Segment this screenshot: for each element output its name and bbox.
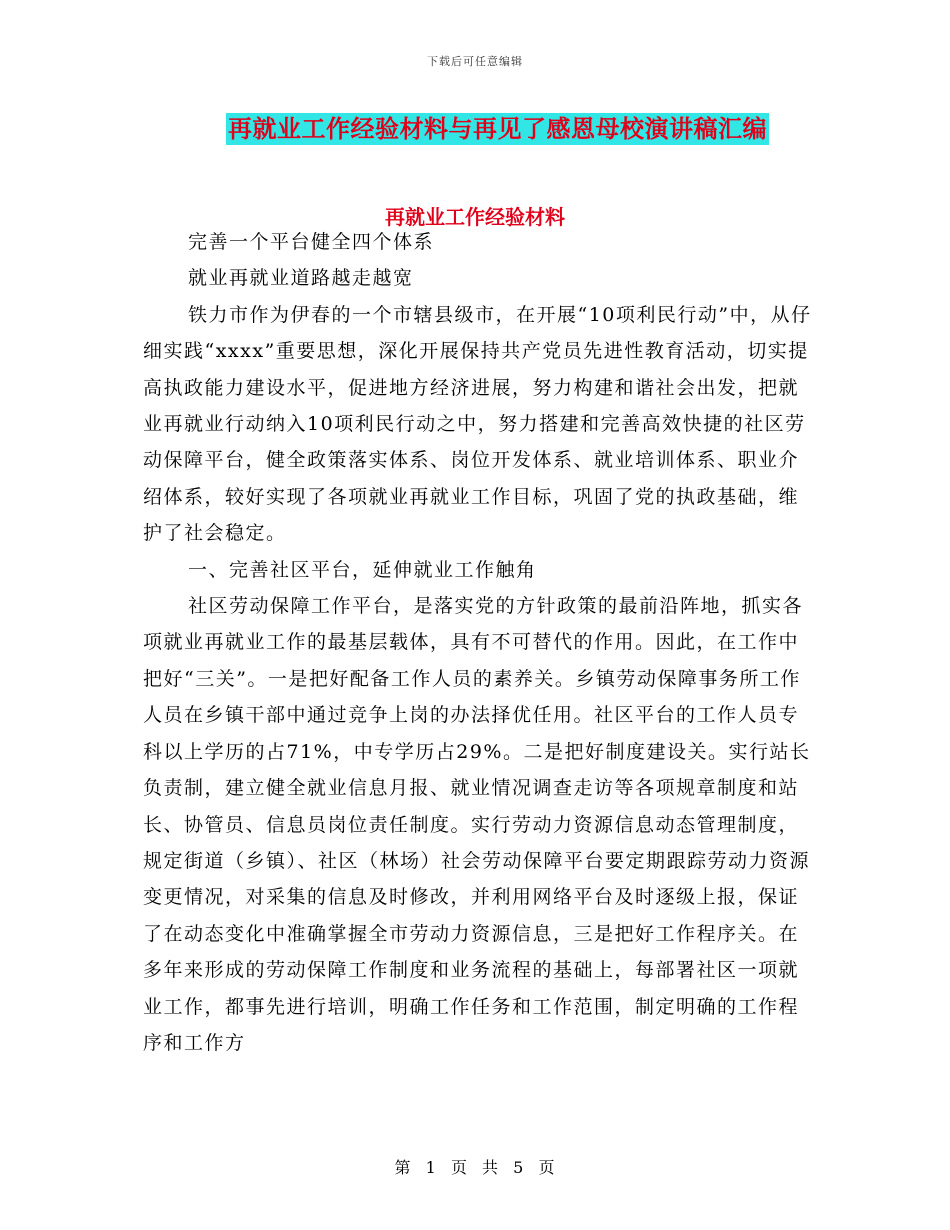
paragraph-subtitle-1: 完善一个平台健全四个体系 [188,231,435,253]
footer-di: 第 [394,1158,412,1177]
footer-total-pages: 5 [513,1158,525,1177]
paragraph-body-1: 社区劳动保障工作平台，是落实党的方针政策的最前沿阵地，抓实各项就业再就业工作的最基层载体，具有不可替代的作用。因此，在工作中把好“三关”。一是把好配备工作人员的素养关。乡镇劳动保障事务所工作人员在乡镇干部中通过竞争上岗的办法择优任用。社区平台的工作人员专科以上学历的占71%，中专学历占29%。二是把好制度建设关。实行站长负责制，建立健全就业信息月报、就业情况调查走访等各项规章制度和站长、协管员、信息员岗位责任制度。实行劳动力资源信息动态管理制度，规定街道（乡镇）、社区（林场）社会劳动保障平台要定期跟踪劳动力资源变更情况，对采集的信息及时修改，并利用网络平台及时逐级上报，保证了在动态变化中准确掌握全市劳动力资源信息，三是把好工作程序关。在多年来形成的劳动保障工作制度和业务流程的基础上，每部署社区一项就业工作，都事先进行培训，明确工作任务和工作范围，制定明确的工作程序和工作方 [143,595,811,1054]
paragraph-subtitle-2: 就业再就业道路越走越宽 [188,267,414,290]
paragraph-intro: 铁力市作为伊春的一个市辖县级市，在开展“10项利民行动”中，从仔细实践“xxxx”重要思想，深化开展保持共产党员先进性教育活动，切实提高执政能力建设水平，促进地方经济进展，努力构建和谐社会出发，把就业再就业行动纳入10项利民行动之中，努力搭建和完善高效快捷的社区劳动保障平台，健全政策落实体系、岗位开发体系、就业培训体系、职业介绍体系，较好实现了各项就业再就业工作目标，巩固了党的执政基础，维护了社会稳定。 [143,303,812,545]
main-title: 再就业工作经验材料与再见了感恩母校演讲稿汇编 [228,114,767,143]
footer-ye2: 页 [538,1158,556,1177]
main-title-container [0,113,950,145]
footer-gong: 共 [482,1158,500,1177]
section-title: 再就业工作经验材料 [385,205,565,229]
document-body [143,224,815,1061]
page-header-note: 下载后可任意编辑 [427,55,523,68]
page-footer [0,1155,950,1178]
footer-ye: 页 [450,1158,468,1177]
footer-page-number: 1 [425,1158,437,1177]
paragraph-heading-1: 一、完善社区平台，延伸就业工作触角 [188,558,537,581]
